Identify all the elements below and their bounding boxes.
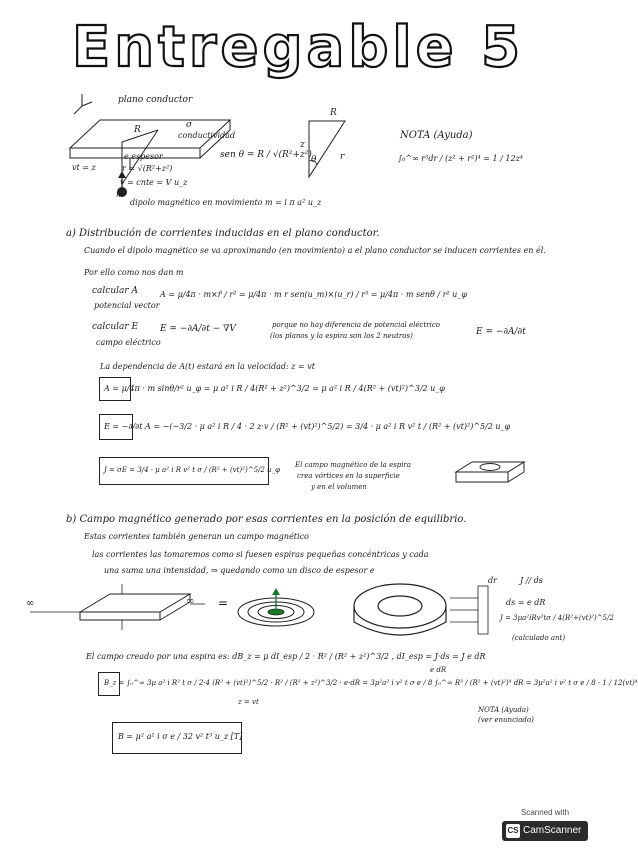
page-title [71, 14, 525, 80]
nota-ayuda-sub: (ver enunciado) [478, 716, 534, 724]
B-result: B = μ² a² i σ e / 32 v² t³ u_z [T] [118, 732, 243, 741]
section-b-heading: b) Campo magnético generado por esas corrientes en la posición de equilibrio. [66, 514, 467, 525]
tri-label-r: r [340, 152, 345, 162]
sen-theta-formula: sen θ = R / √(R²+z²) [220, 150, 312, 160]
dB-line: El campo creado por una espira es: dB_z = μ dI_esp / 2 · R² / (R² + z²)^3/2 , dI_esp = J·ds = J e dR [86, 652, 486, 661]
calc-A-label: calcular A [92, 286, 139, 296]
calc-E-label: calcular E [92, 322, 139, 332]
nota-title: NOTA (Ayuda) [400, 130, 473, 141]
ds-formula: ds = e dR [506, 598, 546, 607]
vortex-slab-sketch [452, 458, 528, 488]
E-note2: (los planos y la espira son los 2 neutros) [270, 332, 413, 340]
label-m: m [116, 190, 124, 199]
tri-label-theta: θ [311, 155, 317, 165]
camscanner-bar [502, 821, 588, 841]
camscanner-brand: CamScanner [523, 825, 582, 836]
A-formula: A = μ/4π · m×r̂ / r² = μ/4π · m r sen(u_m)×(u_r) / r³ = μ/4π · m senθ / r² u_φ [160, 290, 467, 299]
J-formula-side: J = 3μa²iRv²tσ / 4(R²+(vt)²)^5/2 [500, 614, 614, 622]
infty-left: ∞ [26, 598, 35, 609]
z-eq: z = vt [238, 698, 259, 706]
camscanner-badge [502, 808, 588, 842]
E-note1: porque no hay diferencia de potencial eléctrico [272, 321, 440, 329]
label-vt: vt = z [72, 163, 96, 172]
dr-label: dr [488, 576, 497, 585]
section-a-heading: a) Distribución de corrientes inducidas en el plano conductor. [66, 228, 380, 239]
label-conductividad: conductividad [178, 131, 236, 140]
scanned-with-label: Scanned with [520, 808, 570, 817]
concentric-rings-sketch [226, 582, 326, 634]
infinite-slab-sketch [30, 582, 240, 634]
label-velocidad: v = cnte = V u_z [120, 178, 188, 187]
label-R-fig1: R [134, 125, 141, 135]
potencial-vector-label: potencial vector [94, 301, 160, 310]
tri-label-R: R [330, 108, 337, 118]
A-full-formula: A = μ/4π · m sinθ/r² u_φ = μ a² i R / 4(R² + z²)^3/2 = μ a² i R / 4(R² + (vt)²)^3/2 u_φ [104, 384, 445, 393]
nota-formula: ∫₀^∞ r³dr / (z² + r²)⁴ = 1 / 12z⁴ [398, 154, 523, 163]
campo-electrico-label: campo eléctrico [96, 338, 161, 347]
section-a-line2: Por ello como nos dan m [84, 268, 184, 277]
B-integral: B_z = ∫₀^∞ 3μ a² i R² t σ / 2·4 (R² + (vt)²)^5/2 · R² / (R² + z²)^3/2 · e·dR = 3μ²a² i v² t σ e / 8 ∫₀^∞ R³ / (R² + (vt)²)⁴ dR = 3μ²a² i v² t σ e / 8 · 1 / 12(vt)⁴ [104, 679, 638, 687]
title-bubble-letters [71, 14, 525, 80]
nota-ayuda-ref: NOTA (Ayuda) [478, 706, 529, 714]
label-r-fig1: r = √(R²+z²) [122, 164, 173, 173]
section-b-line1: Estas corrientes también generan un campo magnético [84, 532, 309, 541]
E-full-formula: E = −∂/∂t A = −(−3/2 · μ a² i R / 4 · 2 z·v / (R² + (vt)²)^5/2) = 3/4 · μ a² i R v² t / (R² + (vt)²)^5/2 u_φ [104, 422, 511, 431]
camscanner-logo-icon: CS [506, 824, 520, 838]
J-note2: crea vórtices en la superficie [297, 472, 400, 480]
dependencia-line: La dependencia de A(t) estará en la velocidad: z = vt [100, 362, 315, 371]
E-formula: E = −∂A/∂t − ∇V [160, 324, 236, 334]
edR-label: e dR [430, 666, 447, 674]
E-result: E = −∂A/∂t [476, 327, 526, 337]
label-sigma: σ [186, 120, 193, 130]
tri-label-z: z [300, 140, 305, 150]
equals-sign: = [218, 596, 229, 610]
section-b-line2: las corrientes las tomaremos como si fuesen espiras pequeñas concéntricas y cada [92, 550, 429, 559]
infty-right: ∞ [186, 596, 195, 607]
label-dipolo: dipolo magnético en movimiento m = i π a² u_z [130, 198, 322, 207]
J-note3: y en el volumen [311, 483, 367, 491]
section-b-line3: una suma una intensidad, ⇒ quedando como un disco de espesor e [104, 566, 375, 575]
J-note1: El campo magnético de la espira [295, 461, 412, 469]
J-parallel-ds: J // ds [520, 576, 543, 585]
J-full-formula: J = σE = 3/4 · μ a² i R v² t σ / (R² + (vt)²)^5/2 u_φ [104, 466, 280, 474]
disc-sketch [350, 576, 490, 648]
section-a-line1: Cuando el dipolo magnético se va aproximando (en movimiento) a el plano conductor se inducen corrientes en él. [84, 246, 546, 255]
label-plano-conductor: plano conductor [118, 95, 193, 105]
title-text: Entregable 5 [71, 15, 525, 80]
calc-ant: (calculado ant) [512, 634, 566, 642]
label-espesor: e espesor [124, 152, 163, 161]
